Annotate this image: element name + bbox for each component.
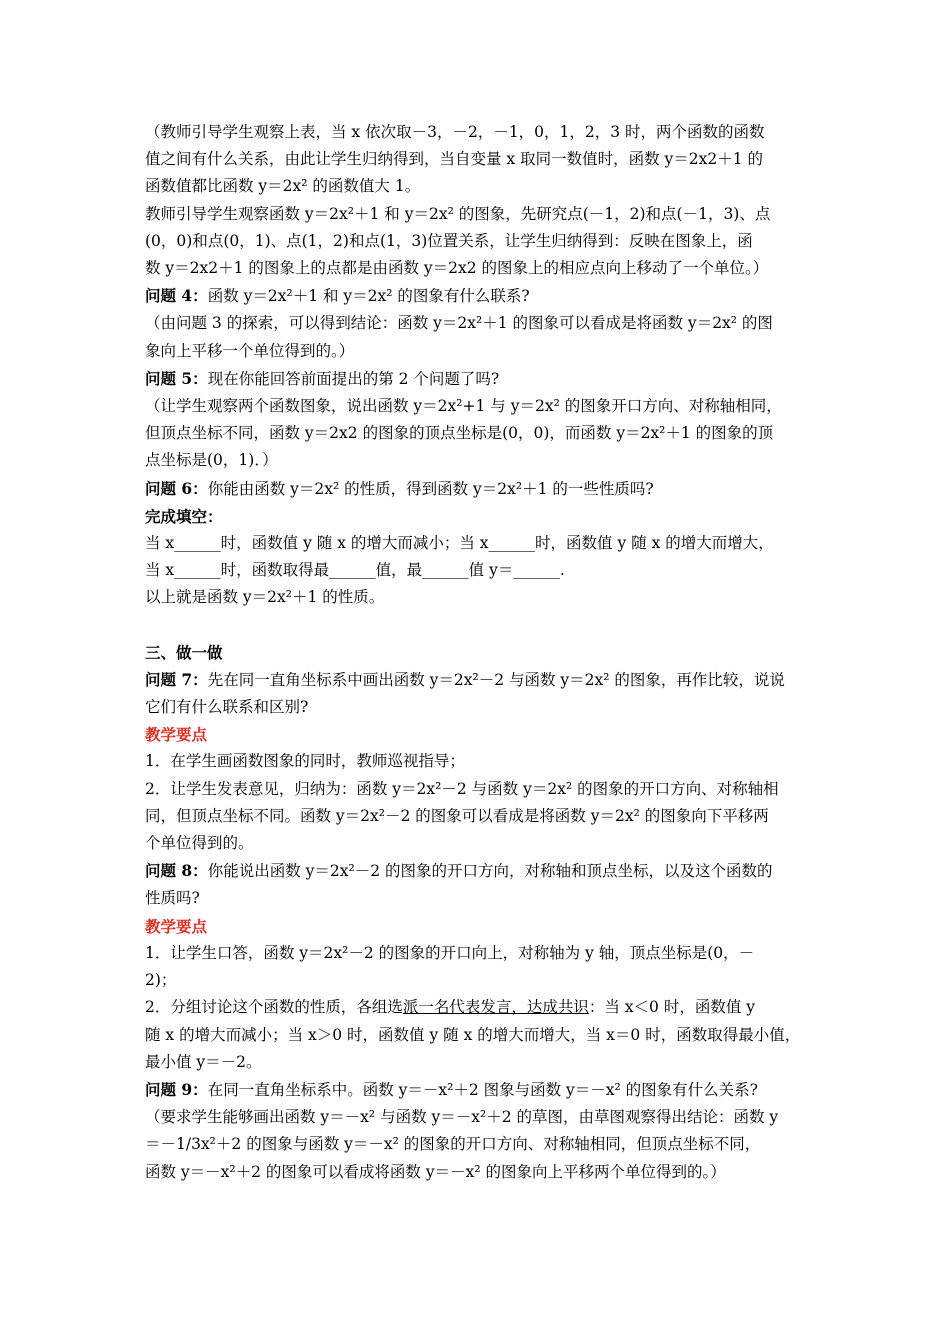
paragraph-line: 象向上平移一个单位得到的。） bbox=[145, 341, 355, 360]
question-text: 函数 y＝2x²＋1 和 y＝2x² 的图象有什么联系? bbox=[207, 287, 530, 306]
question-7 bbox=[145, 666, 815, 694]
paragraph-line: ＝－1/3x²＋2 的图象与函数 y＝－x² 的图象的开口方向、对称轴相同，但顶点坐标不同， bbox=[145, 1135, 761, 1154]
question-6 bbox=[145, 475, 815, 503]
paragraph-line: 值之间有什么关系，由此让学生归纳得到，当自变量 x 取同一数值时，函数 y＝2x2＋1 的 bbox=[145, 150, 764, 169]
text-run: 2．分组讨论这个函数的性质，各组选 bbox=[145, 998, 403, 1017]
question-text: 在同一直角坐标系中。函数 y＝－x²＋2 图象与函数 y＝－x² 的图象有什么关系? bbox=[207, 1080, 758, 1099]
question-label: 问题 7： bbox=[145, 669, 208, 689]
paragraph-line: (0，0)和点(0，1)、点(1，2)和点(1，3)位置关系，让学生归纳得到：反映在图象上，函 bbox=[145, 231, 753, 250]
paragraph-line: 函数 y＝－x²＋2 的图象可以看成将函数 y＝－x² 的图象向上平移两个单位得到的。） bbox=[145, 1162, 726, 1181]
question-9 bbox=[145, 1076, 815, 1104]
paragraph-line: 数 y＝2x2＋1 的图象上的点都是由函数 y＝2x2 的图象上的相应点向上移动了一个单位。） bbox=[145, 259, 769, 278]
paragraph-line bbox=[145, 994, 815, 1021]
question-text: 先在同一直角坐标系中画出函数 y＝2x²－2 与函数 y＝2x² 的图象，再作比较，说说 bbox=[207, 670, 785, 689]
paragraph-line: （由问题 3 的探索，可以得到结论：函数 y＝2x²＋1 的图象可以看成是将函数 y＝2x² 的图 bbox=[145, 314, 773, 333]
paragraph-line: 1．让学生口答，函数 y＝2x²－2 的图象的开口向上，对称轴为 y 轴，顶点坐标是(0，－ bbox=[145, 943, 755, 962]
question-text: 现在你能回答前面提出的第 2 个问题了吗? bbox=[207, 369, 500, 388]
question-label: 问题 6： bbox=[145, 478, 208, 498]
paragraph-line: 点坐标是(0，1)．） bbox=[145, 451, 278, 470]
question-text: 你能由函数 y＝2x² 的性质，得到函数 y＝2x²＋1 的一些性质吗? bbox=[207, 479, 654, 498]
document-body bbox=[145, 119, 815, 1186]
section-heading: 三、做一做 bbox=[145, 642, 223, 662]
paragraph-line: 1．在学生画函数图象的同时，教师巡视指导； bbox=[145, 752, 465, 771]
question-5 bbox=[145, 365, 815, 393]
question-label: 问题 4： bbox=[145, 286, 208, 306]
question-label: 问题 9： bbox=[145, 1079, 208, 1099]
paragraph-line: 随 x 的增大而减小；当 x＞0 时，函数值 y 随 x 的增大而增大，当 x＝0 时，函数取得最小值， bbox=[145, 1025, 801, 1044]
question-text: 你能说出函数 y＝2x²－2 的图象的开口方向，对称轴和顶点坐标，以及这个函数的 bbox=[207, 862, 773, 881]
question-8 bbox=[145, 857, 815, 885]
fill-in-heading: 完成填空： bbox=[145, 506, 223, 526]
paragraph-line: 最小值 y＝－2。 bbox=[145, 1052, 262, 1071]
paragraph-line: 以上就是函数 y＝2x²＋1 的性质。 bbox=[145, 588, 385, 607]
paragraph-line: （教师引导学生观察上表，当 x 依次取－3，－2，－1，0，1，2，3 时，两个函数的函数 bbox=[145, 123, 765, 141]
question-label: 问题 8： bbox=[145, 861, 208, 881]
question-4 bbox=[145, 282, 815, 310]
paragraph-line: 2．让学生发表意见，归纳为：函数 y＝2x²－2 与函数 y＝2x² 的图象的开口方向、对称轴相 bbox=[145, 779, 779, 798]
underlined-text: 派一名代表发言，达成共识 bbox=[402, 998, 589, 1017]
paragraph-line: 但顶点坐标不同，函数 y＝2x2 的图象的顶点坐标是(0，0)，而函数 y＝2x²＋1 的图象的顶 bbox=[145, 424, 774, 443]
paragraph-line: （要求学生能够画出函数 y＝－x² 与函数 y＝－x²＋2 的草图，由草图观察得出结论：函数 y bbox=[145, 1108, 779, 1127]
paragraph-line: 同，但顶点坐标不同。函数 y＝2x²－2 的图象可以看成是将函数 y＝2x² 的图象向下平移两 bbox=[145, 806, 769, 825]
paragraph-line: 2)； bbox=[145, 971, 177, 990]
text-run: ：当 x＜0 时，函数值 y bbox=[588, 998, 756, 1017]
paragraph-line: （让学生观察两个函数图象，说出函数 y＝2x²+1 与 y＝2x² 的图象开口方向、对称轴相同， bbox=[145, 397, 782, 416]
teaching-points-heading: 教学要点 bbox=[145, 916, 208, 936]
paragraph-line: 函数值都比函数 y＝2x² 的函数值大 1。 bbox=[145, 177, 421, 196]
teaching-points-heading: 教学要点 bbox=[145, 725, 208, 745]
paragraph-line: 它们有什么联系和区别? bbox=[145, 698, 309, 717]
paragraph-line: 教师引导学生观察函数 y＝2x²＋1 和 y＝2x² 的图象，先研究点(－1，2)和点(－1，3)、点 bbox=[145, 204, 771, 223]
spacer bbox=[145, 612, 815, 639]
question-label: 问题 5： bbox=[145, 368, 208, 388]
fill-in-line: 当 x______时，函数值 y 随 x 的增大而减小；当 x______时，函数值 y 随 x 的增大而增大， bbox=[145, 534, 774, 553]
fill-in-line: 当 x______时，函数取得最______值，最______值 y＝______. bbox=[145, 561, 565, 580]
paragraph-line: 性质吗? bbox=[145, 889, 200, 908]
paragraph-line: 个单位得到的。 bbox=[145, 834, 254, 853]
